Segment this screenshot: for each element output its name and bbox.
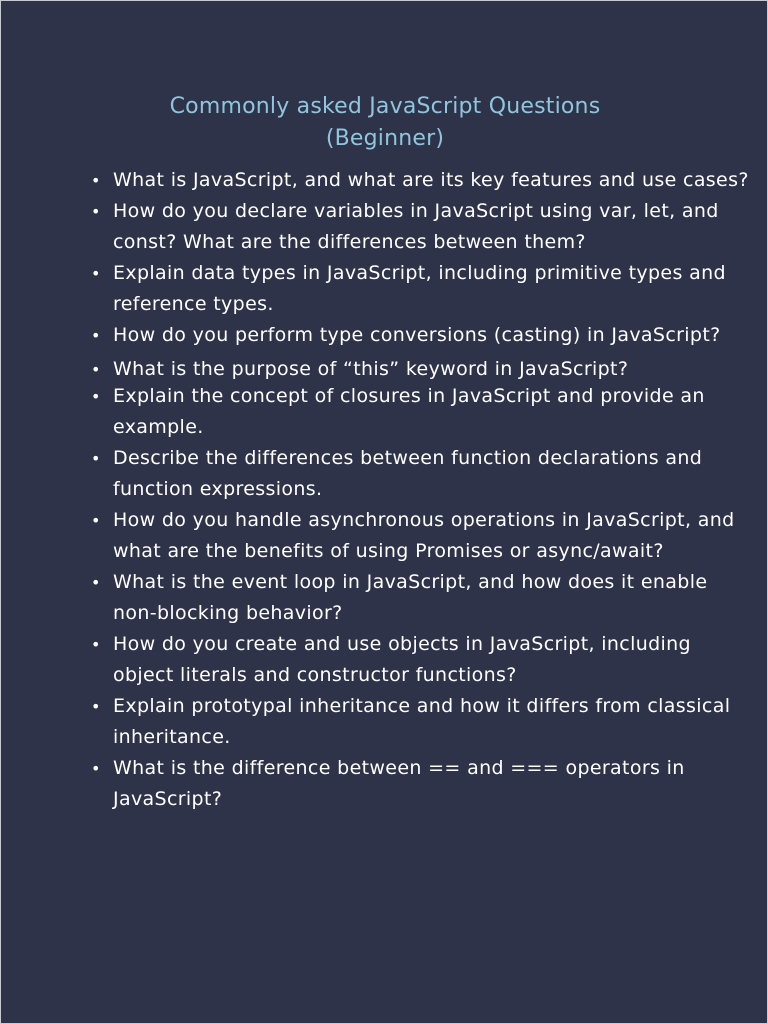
question-text: Explain the concept of closures in JavaScript and provide an example. [113, 385, 705, 438]
question-item-8 [91, 505, 753, 567]
title-line-main: Commonly asked JavaScript Questions [169, 94, 601, 119]
question-item-3 [91, 258, 753, 320]
question-text: Describe the differences between function declarations and function expressions. [113, 447, 703, 500]
bullet-icon: • [91, 511, 101, 530]
question-text: Explain data types in JavaScript, including primitive types and reference types. [113, 262, 726, 315]
question-text: What is the difference between == and === operators in JavaScript? [113, 757, 685, 810]
question-item-2 [91, 196, 753, 258]
question-text: How do you perform type conversions (casting) in JavaScript? [113, 324, 721, 346]
question-item-12 [91, 753, 753, 815]
bullet-icon: • [91, 264, 101, 283]
bullet-icon: • [91, 635, 101, 654]
bullet-icon: • [91, 202, 101, 221]
question-item-11 [91, 691, 753, 753]
question-text: What is the event loop in JavaScript, and how does it enable non-blocking behavior? [113, 571, 708, 624]
question-text: How do you handle asynchronous operations in JavaScript, and what are the benefits of using Promises or async/await? [113, 509, 735, 562]
question-item-6 [91, 381, 753, 443]
question-text: What is JavaScript, and what are its key features and use cases? [113, 169, 749, 191]
question-text: What is the purpose of “this” keyword in JavaScript? [113, 358, 629, 380]
bullet-icon: • [91, 387, 101, 406]
question-item-4 [91, 320, 753, 351]
page-title [1, 91, 768, 155]
question-item-9 [91, 567, 753, 629]
bullet-icon: • [91, 449, 101, 468]
question-text: How do you create and use objects in JavaScript, including object literals and constructor functions? [113, 633, 691, 686]
question-item-7 [91, 443, 753, 505]
bullet-icon: • [91, 573, 101, 592]
question-list [91, 165, 753, 815]
question-text: How do you declare variables in JavaScript using var, let, and const? What are the differences between them? [113, 200, 719, 253]
title-line-level: (Beginner) [325, 126, 445, 151]
bullet-icon: • [91, 326, 101, 345]
question-text: Explain prototypal inheritance and how it differs from classical inheritance. [113, 695, 731, 748]
bullet-icon: • [91, 171, 101, 190]
question-item-10 [91, 629, 753, 691]
bullet-icon: • [91, 697, 101, 716]
bullet-icon: • [91, 759, 101, 778]
bullet-icon: • [91, 360, 101, 379]
question-item-1 [91, 165, 753, 196]
